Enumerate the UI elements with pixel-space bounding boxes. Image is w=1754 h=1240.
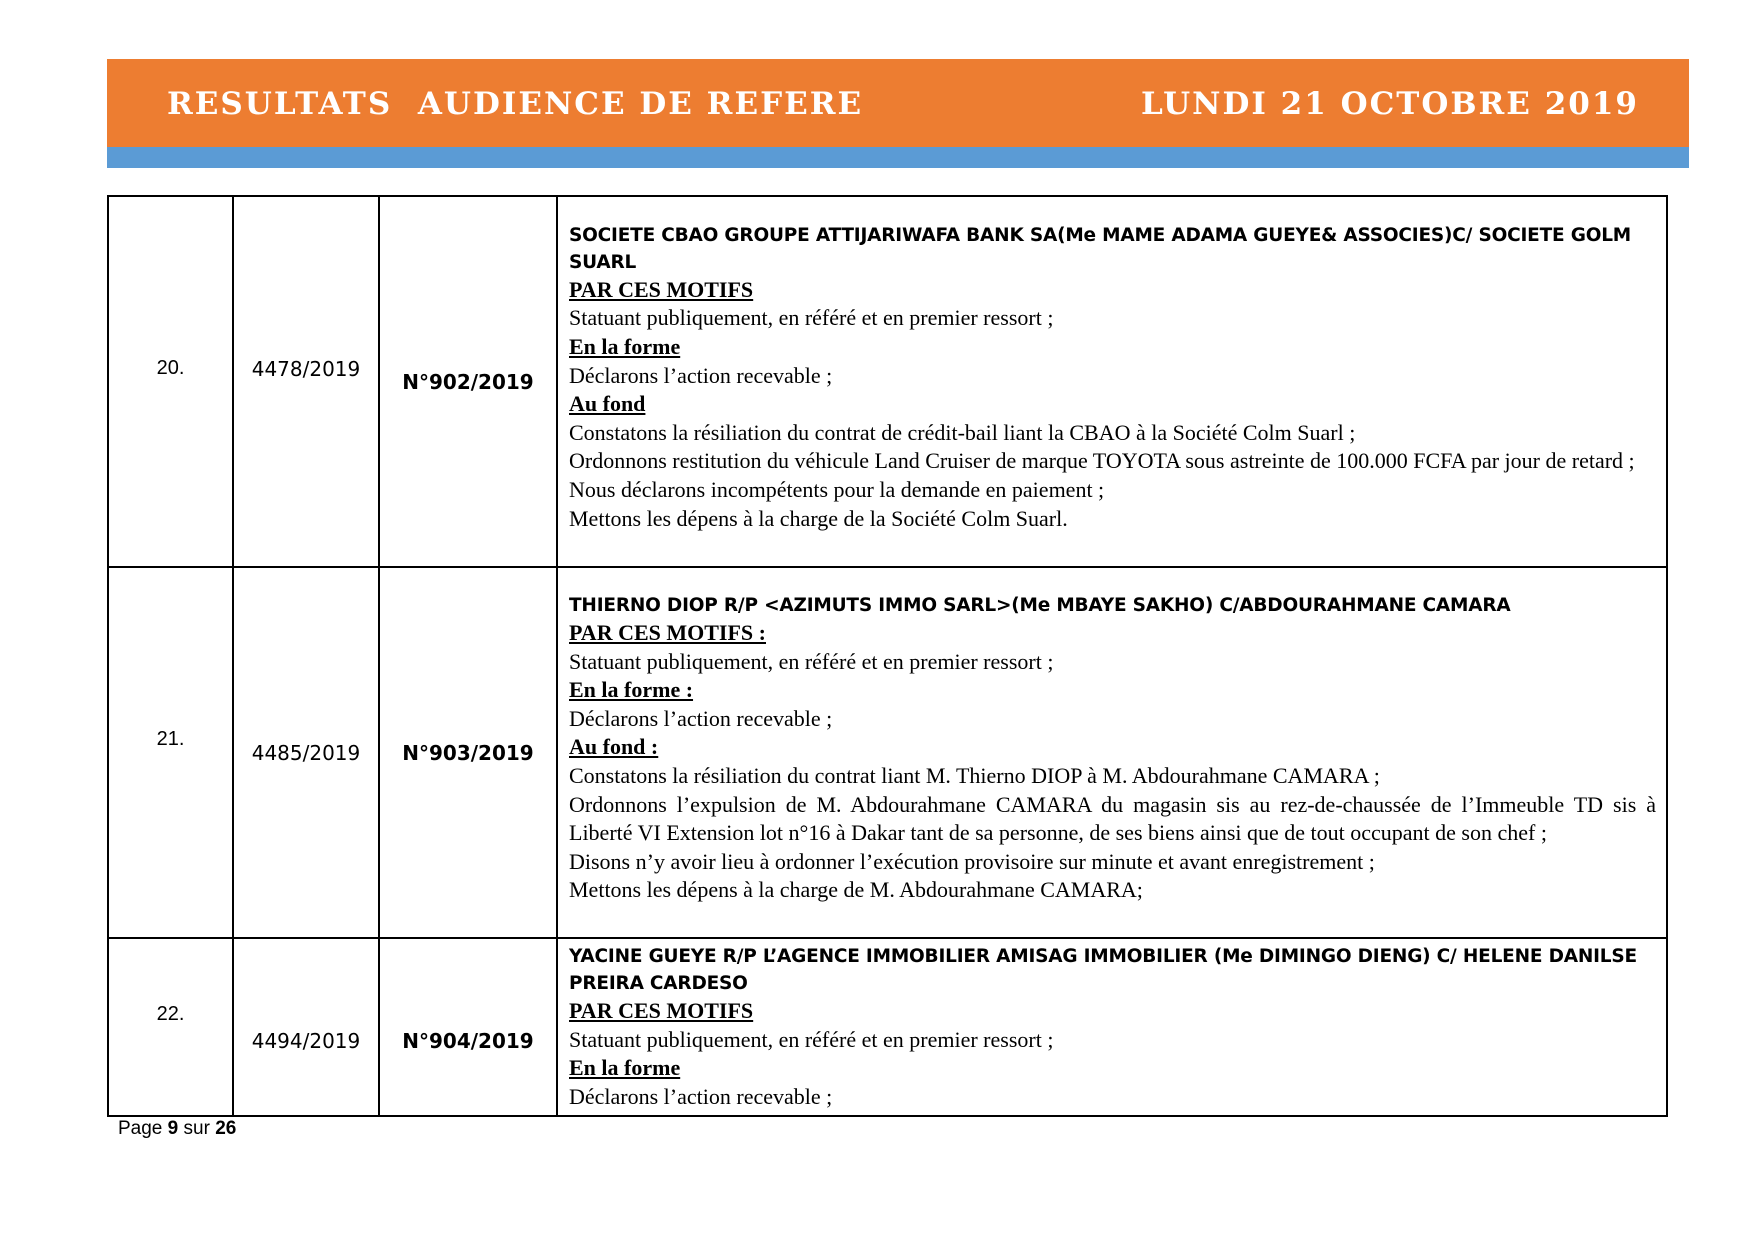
- section-heading: PAR CES MOTIFS: [569, 998, 754, 1023]
- case-parties: THIERNO DIOP R/P <AZIMUTS IMMO SARL>(Me MBAYE SAKHO) C/ABDOURAHMANE CAMARA: [569, 595, 1511, 617]
- header-stripe: [107, 147, 1689, 168]
- table-row: [108, 567, 1667, 938]
- decision-line: Statuant publiquement, en référé et en premier ressort ;: [569, 1026, 1054, 1052]
- total-pages: 26: [215, 1118, 237, 1139]
- section-heading: PAR CES MOTIFS :: [569, 620, 766, 646]
- page-label: Page: [118, 1118, 168, 1139]
- page-indicator: [118, 1118, 236, 1140]
- case-number: 20.: [108, 196, 233, 567]
- page-separator: sur: [178, 1118, 216, 1139]
- section-heading: Au fond: [569, 391, 646, 417]
- ordinance-number: N°902/2019: [379, 196, 557, 567]
- ordinance-number: N°903/2019: [379, 567, 557, 938]
- hearing-date: LUNDI 21 OCTOBRE 2019: [1141, 86, 1639, 122]
- decision-line: Déclarons l’action recevable ;: [569, 1083, 833, 1109]
- table-row: [108, 938, 1667, 1116]
- section-heading: En la forme: [569, 1055, 681, 1081]
- case-decision: [557, 938, 1667, 1116]
- section-heading: En la forme :: [569, 677, 694, 703]
- decision-line: Disons n’y avoir lieu à ordonner l’exécution provisoire sur minute et avant enregistrement ;: [569, 848, 1375, 874]
- decision-line: Statuant publiquement, en référé et en premier ressort ;: [569, 305, 1054, 331]
- current-page: 9: [167, 1118, 179, 1139]
- decision-line: Mettons les dépens à la charge de la Société Colm Suarl.: [569, 505, 1068, 531]
- page-title: RESULTATS AUDIENCE DE REFERE: [167, 86, 864, 122]
- registry-number: 4485/2019: [233, 567, 379, 938]
- case-parties: YACINE GUEYE R/P L’AGENCE IMMOBILIER AMISAG IMMOBILIER (Me DIMINGO DIENG) C/ HELENE DANILSE PREIRA CARDESO: [569, 946, 1637, 994]
- case-parties: SOCIETE CBAO GROUPE ATTIJARIWAFA BANK SA(Me MAME ADAMA GUEYE& ASSOCIES)C/ SOCIETE GOLM SUARL: [569, 224, 1632, 273]
- results-table: [107, 195, 1668, 1117]
- case-decision: [557, 567, 1667, 938]
- table-row: [108, 196, 1667, 567]
- registry-number: 4494/2019: [233, 938, 379, 1116]
- ordinance-number: N°904/2019: [379, 938, 557, 1116]
- case-number: 21.: [108, 567, 233, 938]
- decision-line: Statuant publiquement, en référé et en premier ressort ;: [569, 648, 1054, 674]
- decision-line: Déclarons l’action recevable ;: [569, 362, 833, 388]
- registry-number: 4478/2019: [233, 196, 379, 567]
- section-heading: En la forme: [569, 334, 681, 360]
- case-decision: [557, 196, 1667, 567]
- decision-line: Constatons la résiliation du contrat de crédit-bail liant la CBAO à la Société Colm Suarl ;: [569, 419, 1356, 445]
- section-heading: PAR CES MOTIFS: [569, 276, 754, 302]
- case-number: 22.: [108, 938, 233, 1116]
- decision-line: Déclarons l’action recevable ;: [569, 705, 833, 731]
- decision-line: Nous déclarons incompétents pour la demande en paiement ;: [569, 476, 1105, 502]
- decision-line: Ordonnons l’expulsion de M. Abdourahmane CAMARA du magasin sis au rez-de-chaussée de l’Immeuble TD sis à Liberté VI Extension lot n°16 à Dakar tant de sa personne, de ses biens ainsi que de tout occupant de son chef ;: [569, 791, 1656, 846]
- decision-line: Ordonnons restitution du véhicule Land Cruiser de marque TOYOTA sous astreinte de 100.000 FCFA par jour de retard ;: [569, 448, 1635, 474]
- decision-line: Constatons la résiliation du contrat liant M. Thierno DIOP à M. Abdourahmane CAMARA ;: [569, 763, 1380, 788]
- decision-line: Mettons les dépens à la charge de M. Abdourahmane CAMARA;: [569, 877, 1143, 903]
- section-heading: Au fond :: [569, 734, 659, 760]
